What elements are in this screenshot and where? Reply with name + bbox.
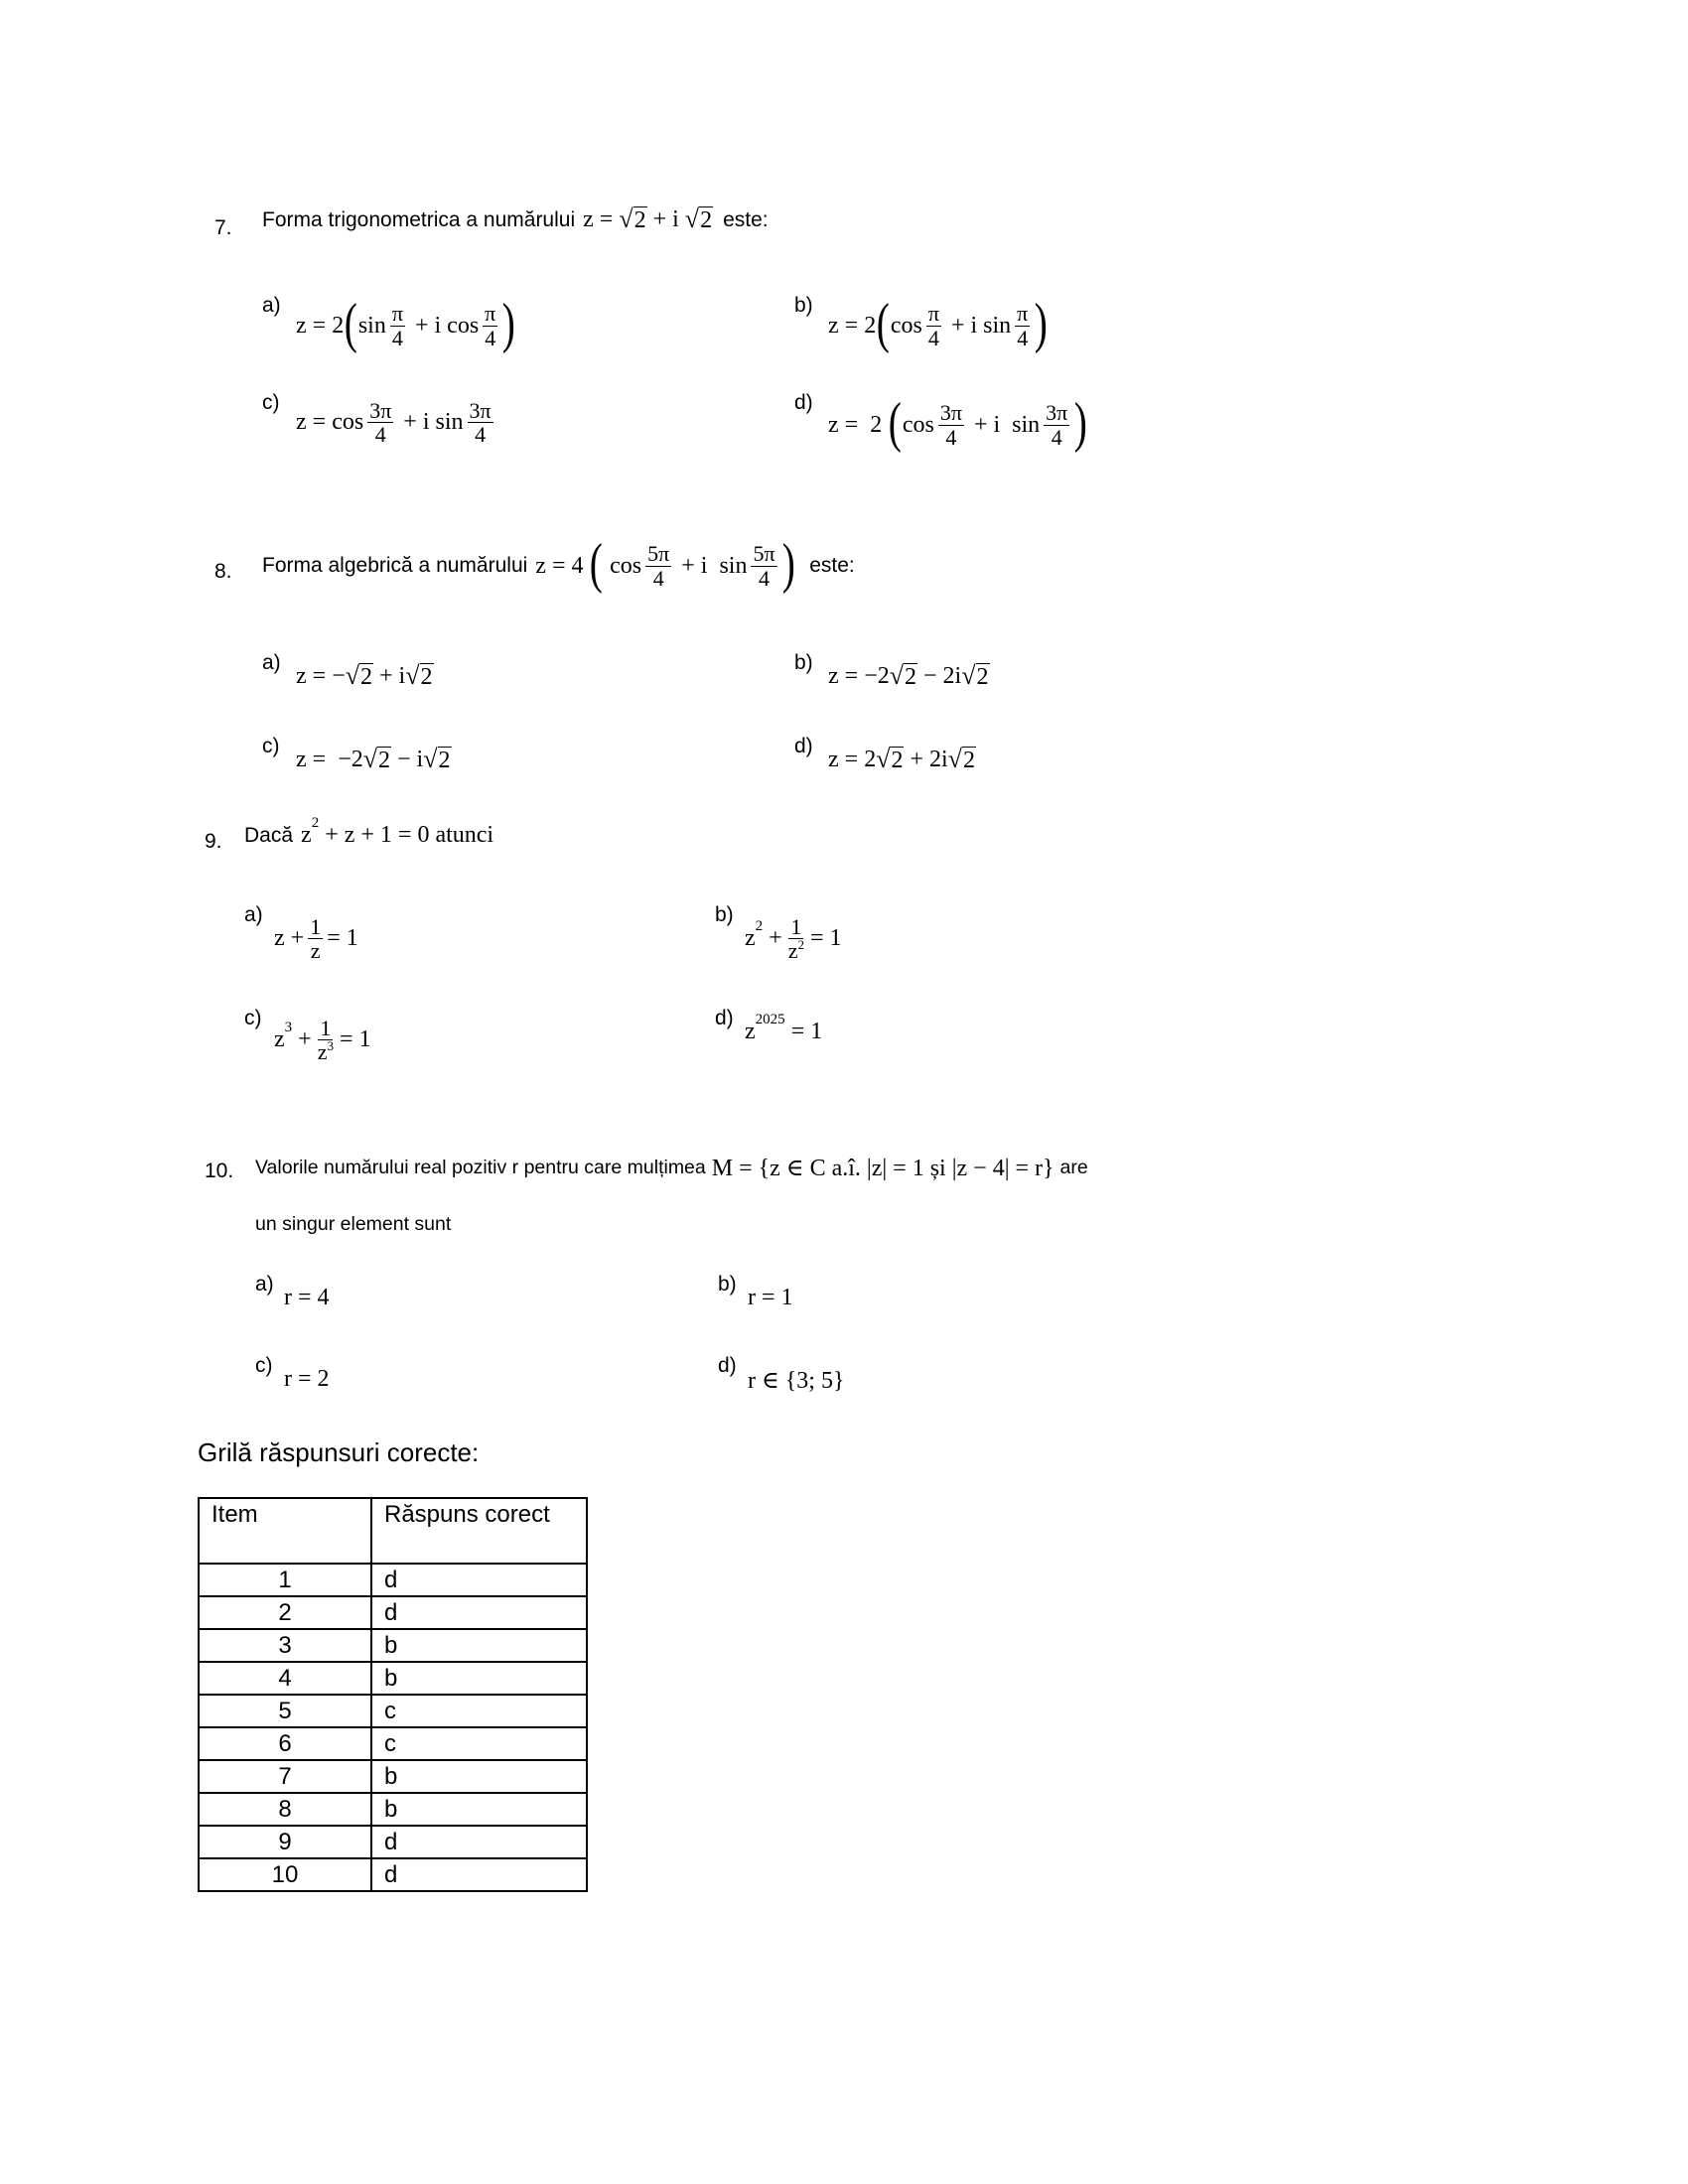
question-text: Valorile numărului real pozitiv r pentru care mulțimea M = {z ∈ C a.î. |z| = 1 și |z − 4| = r} are (255, 1156, 1088, 1181)
option-b-expression: z = −2 √ 2 − 2i √ 2 (828, 661, 989, 690)
option-c-expression: z = cos $\frac{3\pi}{4}$ + i sin $\frac{3\pi}{4}$ (296, 398, 492, 448)
correct-answer-cell: c (371, 1727, 587, 1760)
item-number-cell: 10 (199, 1858, 371, 1891)
option-label: b) (794, 651, 813, 674)
table-row (199, 1695, 587, 1727)
question-text: Forma trigonometrica a numărului z = √ 2 + i √ 2 este: (262, 205, 769, 233)
table-row (199, 1564, 587, 1596)
correct-answer-cell: d (371, 1596, 587, 1629)
item-number-cell: 1 (199, 1564, 371, 1596)
option-a-expression: z + $\frac{1}{z}$ = 1 (274, 914, 358, 964)
table-row (199, 1826, 587, 1858)
item-number-cell: 5 (199, 1695, 371, 1727)
option-b-expression: r = 1 (748, 1285, 793, 1310)
table-row (199, 1793, 587, 1826)
correct-answer-cell: b (371, 1629, 587, 1662)
column-header-item: Item (199, 1498, 371, 1564)
question-text-line2: un singur element sunt (255, 1213, 452, 1235)
option-label: b) (794, 294, 813, 317)
table-row (199, 1858, 587, 1891)
correct-answer-cell: d (371, 1858, 587, 1891)
option-label: a) (262, 294, 281, 317)
item-number-cell: 7 (199, 1760, 371, 1793)
option-a-expression: r = 4 (284, 1285, 330, 1310)
option-a-expression: z = 2 ( sin $\frac{\pi}{4}$ + i cos $\frac{\pi}{4}$ ) (296, 293, 516, 354)
column-header-answer: Răspuns corect (371, 1498, 587, 1564)
option-label: b) (715, 903, 734, 926)
table-row (199, 1629, 587, 1662)
option-label: d) (715, 1007, 734, 1029)
item-number-cell: 2 (199, 1596, 371, 1629)
option-label: d) (794, 391, 813, 414)
option-d-expression: z = 2 √ 2 + 2i √ 2 (828, 745, 975, 773)
item-number-cell: 9 (199, 1826, 371, 1858)
item-number-cell: 4 (199, 1662, 371, 1695)
option-label: b) (718, 1273, 737, 1296)
equation: z = 4 ( cos $\frac{5\pi}{4}$ + i sin $\frac{5\pi}{4}$ ) (535, 533, 795, 595)
option-b-expression: z = 2 ( cos $\frac{\pi}{4}$ + i sin $\frac{\pi}{4}$ ) (828, 293, 1049, 354)
option-c-expression: r = 2 (284, 1366, 330, 1392)
option-label: a) (262, 651, 281, 674)
answer-grid-title: Grilă răspunsuri corecte: (198, 1437, 480, 1467)
table-row (199, 1760, 587, 1793)
question-number: 7. (214, 216, 232, 239)
question-number: 10. (205, 1160, 234, 1182)
item-number-cell: 3 (199, 1629, 371, 1662)
question-number: 8. (214, 560, 232, 583)
option-label: d) (718, 1354, 737, 1377)
correct-answer-cell: b (371, 1760, 587, 1793)
option-label: a) (255, 1273, 274, 1296)
option-label: c) (255, 1354, 273, 1377)
question-text: Forma algebrică a numărului z = 4 ( cos $\frac{5\pi}{4}$ + i sin $\frac{5\pi}{4}$ ) este: (262, 533, 855, 595)
item-number-cell: 8 (199, 1793, 371, 1826)
option-d-expression: z = 2 ( cos $\frac{3\pi}{4}$ + i sin $\frac{3\pi}{4}$ ) (828, 392, 1088, 454)
option-b-expression: z 2 + $\frac{1}{z^2}$ = 1 (745, 914, 842, 964)
correct-answer-cell: b (371, 1793, 587, 1826)
option-label: c) (244, 1007, 262, 1029)
option-c-expression: z 3 + $\frac{1}{z^3}$ = 1 (274, 1016, 371, 1065)
option-label: d) (794, 735, 813, 757)
table-row (199, 1662, 587, 1695)
correct-answer-cell: d (371, 1564, 587, 1596)
table-header-row (199, 1498, 587, 1564)
correct-answer-cell: d (371, 1826, 587, 1858)
equation: z 2 + z + 1 = 0 atunci (301, 815, 494, 848)
option-c-expression: z = −2 √ 2 − i √ 2 (296, 745, 451, 773)
table-row (199, 1596, 587, 1629)
option-a-expression: z = − √ 2 + i √ 2 (296, 661, 433, 690)
option-label: a) (244, 903, 263, 926)
equation: z = √ 2 + i √ 2 (583, 205, 713, 233)
question-number: 9. (205, 830, 222, 853)
option-d-expression: z 2025 = 1 (745, 1012, 823, 1044)
option-d-expression: r ∈ {3; 5} (748, 1368, 845, 1394)
correct-answer-cell: b (371, 1662, 587, 1695)
table-row (199, 1727, 587, 1760)
question-text: Dacă z 2 + z + 1 = 0 atunci (244, 815, 494, 848)
answer-grid-table (198, 1497, 588, 1892)
option-label: c) (262, 391, 280, 414)
option-label: c) (262, 735, 280, 757)
item-number-cell: 6 (199, 1727, 371, 1760)
correct-answer-cell: c (371, 1695, 587, 1727)
